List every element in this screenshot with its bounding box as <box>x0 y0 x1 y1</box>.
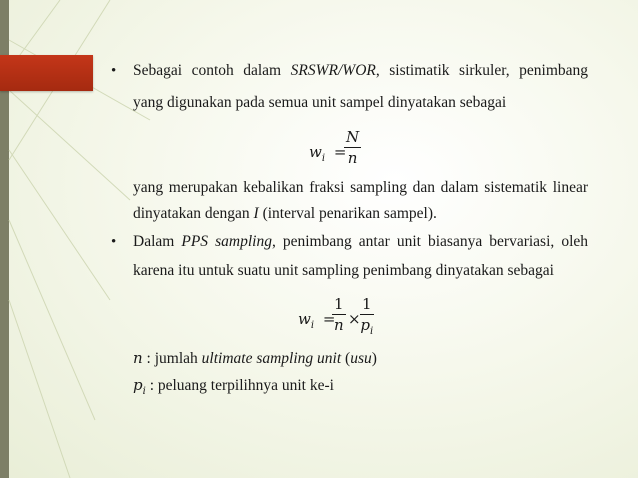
formula2-numerator1: 1 <box>334 295 344 313</box>
bullet-marker-2: • <box>111 234 117 250</box>
formula2-sub: i <box>310 320 315 331</box>
bullet2-text-d: unit <box>396 233 421 250</box>
formula2-lhs <box>298 310 335 331</box>
formula1-sub: i <box>321 153 326 164</box>
def2-sub: i <box>142 386 146 398</box>
definition-n <box>133 349 377 368</box>
def1-symbol: n <box>133 349 143 367</box>
formula2-denominator1: n <box>333 316 344 334</box>
bullet2-text-a: Dalam <box>133 233 175 250</box>
def1-paren-open: ( <box>345 350 351 367</box>
definition-p <box>133 376 334 397</box>
bullet1-comma: , <box>375 62 380 79</box>
bullet1-text-c: sirkuler, <box>459 62 510 79</box>
bullet2-line1 <box>133 233 588 251</box>
bullet1-text-b: sistimatik <box>389 62 450 79</box>
formula2-fraction1 <box>332 295 346 334</box>
bullet2-text-b: , penimbang <box>271 233 352 250</box>
bullet2-term-pps: PPS sampling <box>181 233 272 250</box>
formula2-p: p <box>360 316 370 334</box>
bullet2-line2: karena itu untuk suatu unit sampling penimbang dinyatakan sebagai <box>133 262 554 279</box>
formula2-times: × <box>348 310 361 328</box>
bullet2-text-f: bervariasi, <box>489 233 555 250</box>
formula1-lhs <box>309 143 346 164</box>
bullet1-term-srswr: SRSWR/WOR <box>290 62 376 79</box>
bullet1-line1 <box>133 62 588 80</box>
bullet1-line2: yang digunakan pada semua unit sampel dinyatakan sebagai <box>133 94 507 111</box>
formula2-numerator2: 1 <box>362 295 372 313</box>
bullet1-text-a: Sebagai contoh dalam <box>133 62 282 79</box>
bullet1-text-d: penimbang <box>519 62 589 79</box>
formula1-equals: = <box>333 143 347 161</box>
para1-symbol-i: I <box>253 205 259 222</box>
formula1-fraction <box>344 128 361 167</box>
bullet-marker-1: • <box>111 63 117 79</box>
def1-term: ultimate sampling unit <box>201 350 342 367</box>
formula2-den-sub: i <box>369 326 374 337</box>
def1-abbr: usu <box>350 350 372 367</box>
def2-symbol: p <box>133 376 143 394</box>
formula2-denominator2 <box>360 315 373 341</box>
formula1-w: w <box>309 143 322 161</box>
formula1-denominator: n <box>347 149 358 167</box>
def1-text: : jumlah <box>146 350 198 367</box>
bullet2-text-g: oleh <box>561 233 588 250</box>
para1-line2 <box>133 205 437 223</box>
formula2-equals: = <box>322 310 336 328</box>
bullet2-text-c: antar <box>358 233 390 250</box>
para1-text-a: dinyatakan dengan <box>133 205 250 222</box>
para1-text-b: (interval penarikan sampel). <box>262 205 437 222</box>
def2-text: : peluang terpilihnya unit ke-i <box>149 377 334 394</box>
formula1-numerator: N <box>346 128 360 146</box>
para1-line1: yang merupakan kebalikan fraksi sampling dan dalam sistematik linear <box>133 179 588 196</box>
formula2-fraction2 <box>360 295 374 341</box>
bullet2-text-e: biasanya <box>428 233 483 250</box>
formula2-w: w <box>298 310 311 328</box>
def1-paren-close: ) <box>371 350 377 367</box>
